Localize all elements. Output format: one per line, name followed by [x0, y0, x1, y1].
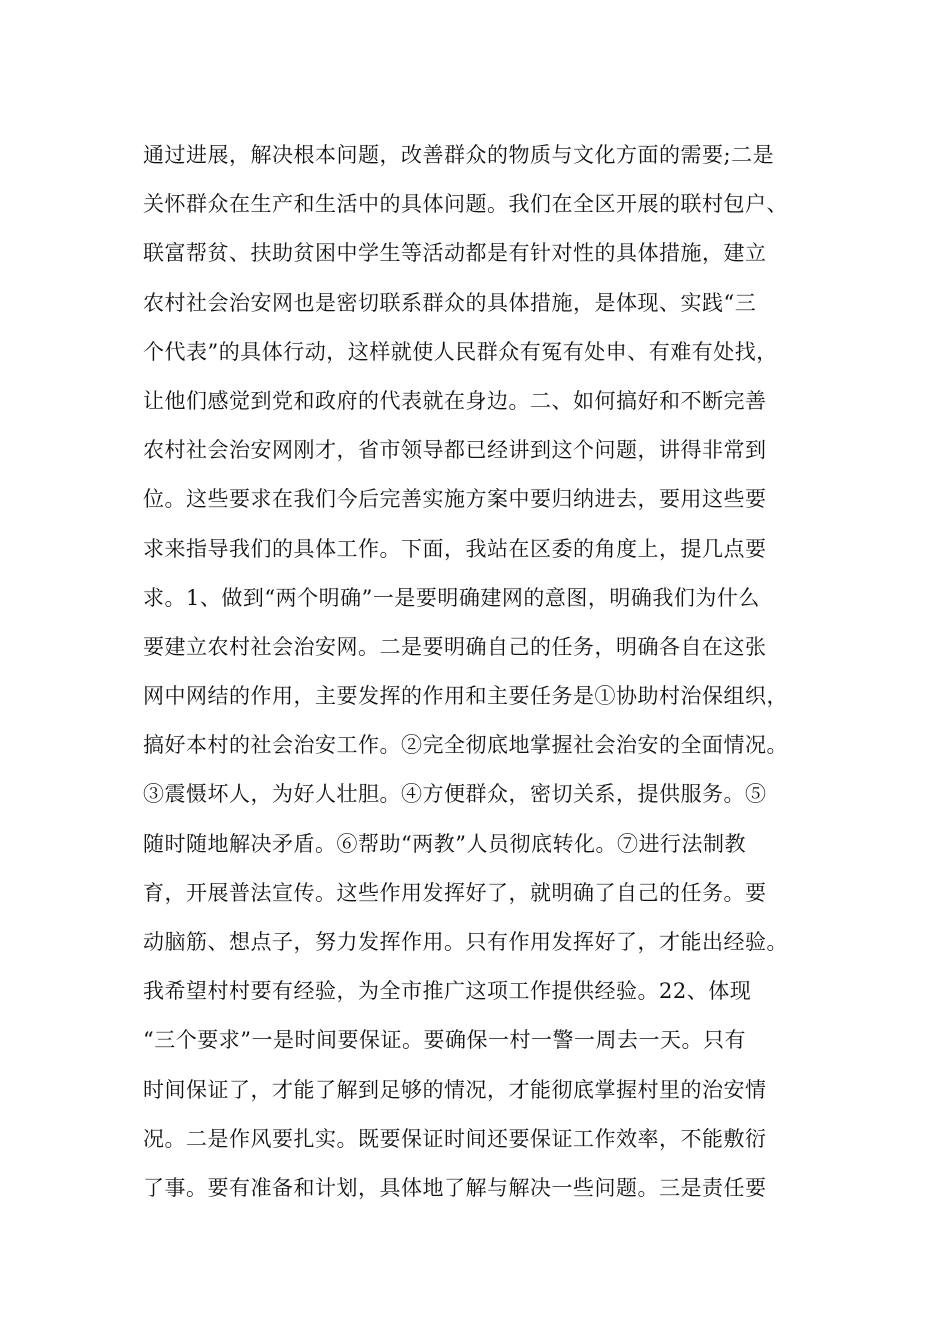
text-line: 搞好本村的社会治安工作。②完全彻底地掌握社会治安的全面情况。	[143, 733, 788, 758]
text-line: 时间保证了，才能了解到足够的情况，才能彻底掌握村里的治安情	[143, 1077, 767, 1102]
text-line: 求来指导我们的具体工作。下面，我站在区委的角度上，提几点要	[143, 536, 767, 561]
text-line: 求。1、做到“两个明确”一是要明确建网的意图，明确我们为什么	[143, 585, 760, 610]
text-line: 动脑筋、想点子，努力发挥作用。只有作用发挥好了，才能出经验。	[143, 930, 788, 954]
text-line: 位。这些要求在我们今后完善实施方案中要归纳进去，要用这些要	[143, 487, 767, 512]
text-line: 况。二是作风要扎实。既要保证时间还要保证工作效率，不能敷衍	[143, 1126, 767, 1151]
text-line: 网中网结的作用，主要发挥的作用和主要任务是①协助村治保组织，	[143, 684, 788, 709]
text-line: 联富帮贫、扶助贫困中学生等活动都是有针对性的具体措施，建立	[143, 241, 767, 266]
text-line: 关怀群众在生产和生活中的具体问题。我们在全区开展的联村包户、	[143, 192, 788, 217]
text-line: 了事。要有准备和计划，具体地了解与解决一些问题。三是责任要	[143, 1175, 767, 1200]
text-line: ③震慑坏人，为好人壮胆。④方便群众，密切关系，提供服务。⑤	[143, 782, 767, 807]
text-line: 育，开展普法宣传。这些作用发挥好了，就明确了自己的任务。要	[143, 880, 767, 905]
body-text	[143, 131, 833, 1213]
text-line: 农村社会治安网也是密切联系群众的具体措施，是体现、实践“三	[143, 290, 757, 315]
text-line: 通过进展，解决根本问题，改善群众的物质与文化方面的需要;二是	[143, 143, 775, 167]
text-line: “三个要求”一是时间要保证。要确保一村一警一周去一天。只有	[143, 1028, 746, 1053]
text-line: 个代表”的具体行动，这样就使人民群众有冤有处申、有难有处找，	[143, 339, 778, 364]
text-line: 让他们感觉到党和政府的代表就在身边。二、如何搞好和不断完善	[143, 388, 767, 413]
text-line: 要建立农村社会治安网。二是要明确自己的任务，明确各自在这张	[143, 634, 767, 659]
text-line: 我希望村村要有经验，为全市推广这项工作提供经验。22、体现	[143, 979, 752, 1004]
text-line: 随时随地解决矛盾。⑥帮助“两教”人员彻底转化。⑦进行法制教	[143, 831, 746, 856]
text-line: 农村社会治安网刚才，省市领导都已经讲到这个问题，讲得非常到	[143, 438, 767, 463]
